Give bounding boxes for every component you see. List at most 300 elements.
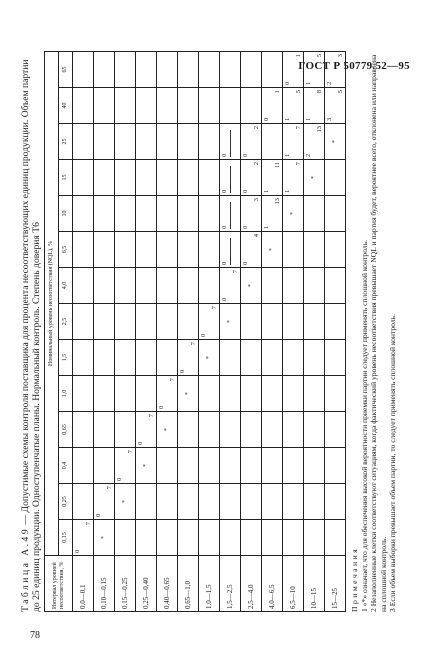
table-cell	[283, 520, 304, 556]
table-cell	[136, 484, 157, 520]
table-cell	[325, 484, 346, 520]
table-cell	[157, 88, 178, 124]
row-label: 15—25	[325, 556, 346, 612]
table-head-row-1	[45, 51, 59, 611]
table-cell	[220, 232, 241, 268]
table-cell	[220, 340, 241, 376]
table-cell	[325, 88, 346, 124]
acceptance-number: 1	[305, 117, 313, 121]
notes-heading: Примечания	[350, 546, 360, 612]
acceptance-number: 0	[137, 441, 145, 445]
column-header: 0,15	[59, 520, 73, 556]
full-inspection-mark: *	[310, 176, 318, 180]
sample-size: 5	[295, 90, 303, 94]
table-cell	[178, 124, 199, 160]
table-cell	[115, 88, 136, 124]
acceptance-number: 1	[284, 117, 292, 121]
table-cell	[73, 448, 94, 484]
full-inspection-mark: *	[226, 320, 234, 324]
table-cell	[262, 88, 283, 124]
table-cell	[325, 376, 346, 412]
table-cell	[73, 232, 94, 268]
table-row	[115, 51, 136, 611]
table-cell	[304, 340, 325, 376]
table-cell	[241, 340, 262, 376]
table-cell	[262, 412, 283, 448]
column-header: 65	[59, 51, 73, 87]
table-row	[178, 51, 199, 611]
table-cell	[94, 232, 115, 268]
table-cell	[115, 232, 136, 268]
acceptance-number: 0	[158, 405, 166, 409]
table-cell	[283, 340, 304, 376]
table-cell	[304, 412, 325, 448]
table-cell	[94, 340, 115, 376]
table-cell	[157, 51, 178, 87]
table-cell	[178, 520, 199, 556]
table-cell	[241, 124, 262, 160]
column-header: 25	[59, 124, 73, 160]
table-cell	[325, 232, 346, 268]
acceptance-number: 0	[284, 81, 292, 85]
table-row	[157, 51, 178, 611]
table-cell	[136, 448, 157, 484]
table-cell	[262, 268, 283, 304]
table-cell	[304, 160, 325, 196]
table-cell	[325, 51, 346, 87]
sample-size: 7	[148, 414, 156, 418]
full-inspection-mark: *	[163, 428, 171, 432]
full-inspection-mark: *	[205, 356, 213, 360]
rotated-content	[20, 52, 416, 612]
table-cell	[94, 412, 115, 448]
sample-size: 7	[232, 270, 240, 274]
table-cell	[283, 124, 304, 160]
table-cell	[283, 448, 304, 484]
row-label: 4,0—6,5	[262, 556, 283, 612]
table-cell	[73, 520, 94, 556]
table-cell	[199, 520, 220, 556]
table-cell	[325, 268, 346, 304]
table-cell	[262, 520, 283, 556]
full-inspection-mark: *	[289, 212, 297, 216]
table-cell	[178, 88, 199, 124]
table-cell	[262, 304, 283, 340]
table-cell	[325, 304, 346, 340]
table-cell	[325, 160, 346, 196]
table-cell	[241, 160, 262, 196]
acceptance-number: 0	[221, 261, 229, 265]
acceptance-number: 0	[242, 261, 250, 265]
column-header: 2,5	[59, 304, 73, 340]
table-cell	[73, 304, 94, 340]
table-cell	[115, 376, 136, 412]
table-cell	[73, 268, 94, 304]
sample-size: 7	[295, 126, 303, 130]
table-cell	[115, 196, 136, 232]
acceptance-number: 1	[284, 153, 292, 157]
table-cell	[304, 88, 325, 124]
down-arrow-icon	[230, 238, 231, 265]
table-cell	[283, 160, 304, 196]
table-row	[262, 51, 283, 611]
group-header: Номинальный уровень несоответствия (NQL), %	[45, 51, 59, 555]
table-cell	[178, 196, 199, 232]
table-cell	[325, 196, 346, 232]
table-cell	[94, 268, 115, 304]
table-cell	[178, 268, 199, 304]
table-caption-label: Таблица А.49	[20, 526, 31, 612]
sample-size: 5	[337, 90, 345, 94]
table-cell	[241, 304, 262, 340]
table-cell	[178, 340, 199, 376]
table-cell	[94, 448, 115, 484]
acceptance-number: 0	[116, 477, 124, 481]
table-cell	[136, 196, 157, 232]
table-cell	[178, 304, 199, 340]
table-cell	[94, 51, 115, 87]
table-row	[73, 51, 94, 611]
table-cell	[283, 376, 304, 412]
acceptance-number: 2	[305, 153, 313, 157]
full-inspection-mark: *	[247, 284, 255, 288]
table-cell	[157, 484, 178, 520]
table-cell	[157, 160, 178, 196]
table-row	[136, 51, 157, 611]
table-cell	[325, 340, 346, 376]
table-cell	[241, 484, 262, 520]
table-cell	[262, 232, 283, 268]
table-cell	[73, 88, 94, 124]
table-cell	[241, 520, 262, 556]
row-label: 0,25—0,40	[136, 556, 157, 612]
sample-size: 2	[253, 126, 261, 130]
table-cell	[178, 160, 199, 196]
table-cell	[220, 376, 241, 412]
row-label: 6,5—10	[283, 556, 304, 612]
table-cell	[325, 124, 346, 160]
table-cell	[157, 376, 178, 412]
table-cell	[199, 304, 220, 340]
table-cell	[262, 124, 283, 160]
table-row	[325, 51, 346, 611]
sample-size: 7	[169, 378, 177, 382]
acceptance-number: 1	[263, 189, 271, 193]
acceptance-number: 0	[74, 549, 82, 553]
table-cell	[220, 51, 241, 87]
table-cell	[283, 88, 304, 124]
table-cell	[115, 340, 136, 376]
table-cell	[262, 448, 283, 484]
table-cell	[262, 340, 283, 376]
full-inspection-mark: *	[100, 536, 108, 540]
table-row	[199, 51, 220, 611]
table-row	[220, 51, 241, 611]
table-cell	[283, 196, 304, 232]
table-cell	[241, 448, 262, 484]
full-inspection-mark: *	[142, 464, 150, 468]
table-cell	[283, 232, 304, 268]
row-label: 0,0—0,1	[73, 556, 94, 612]
page-number: 78	[30, 630, 40, 641]
row-label: 1,0—1,5	[199, 556, 220, 612]
row-label: 0,15—0,25	[115, 556, 136, 612]
acceptance-number: 0	[95, 513, 103, 517]
sample-size: 2	[253, 162, 261, 166]
table-cell	[262, 51, 283, 87]
table-cell	[136, 412, 157, 448]
table-cell	[94, 304, 115, 340]
acceptance-number: 0	[179, 369, 187, 373]
table-cell	[136, 304, 157, 340]
table-cell	[115, 51, 136, 87]
sample-size: 3	[253, 198, 261, 202]
table-cell	[157, 412, 178, 448]
table-cell	[199, 412, 220, 448]
table-cell	[304, 232, 325, 268]
table-cell	[94, 376, 115, 412]
table-cell	[115, 304, 136, 340]
table-cell	[283, 268, 304, 304]
table-row	[304, 51, 325, 611]
standard-header: ГОСТ Р 50779.52—95	[298, 60, 410, 72]
sample-size: 7	[127, 450, 135, 454]
table-cell	[304, 448, 325, 484]
table-cell	[325, 520, 346, 556]
table-cell	[220, 304, 241, 340]
column-header: 0,25	[59, 484, 73, 520]
acceptance-number: 3	[326, 117, 334, 121]
table-cell	[157, 268, 178, 304]
table-cell	[136, 268, 157, 304]
sample-size: 8	[316, 90, 324, 94]
corner-header: Интервал уровней несоответствия, %	[45, 556, 73, 612]
table-cell	[199, 340, 220, 376]
table-cell	[157, 232, 178, 268]
table-cell	[262, 196, 283, 232]
table-cell	[262, 160, 283, 196]
acceptance-number: 0	[242, 153, 250, 157]
table-cell	[178, 376, 199, 412]
sample-size: 7	[211, 306, 219, 310]
row-label: 0,65—1,0	[178, 556, 199, 612]
sample-size: 11	[274, 162, 282, 169]
notes-block	[350, 52, 398, 612]
table-cell	[241, 196, 262, 232]
table-cell	[136, 340, 157, 376]
table-cell	[199, 51, 220, 87]
table-cell	[199, 88, 220, 124]
table-cell	[199, 268, 220, 304]
note-2: 2 Незаполненные клетки соответствуют ситуациям, когда фактический уровень несоответствия превышает NQL и партия будет, вероятнее всего, отклонена или направлена на сплошной контроль.	[369, 54, 388, 612]
table-cell	[136, 124, 157, 160]
full-inspection-mark: *	[184, 392, 192, 396]
table-cell	[220, 484, 241, 520]
row-label: 0,10—0,15	[94, 556, 115, 612]
acceptance-number: 0	[221, 189, 229, 193]
acceptance-number: 0	[221, 225, 229, 229]
acceptance-number: 0	[242, 189, 250, 193]
table-cell	[94, 520, 115, 556]
row-label: 1,5—2,5	[220, 556, 241, 612]
table-cell	[136, 51, 157, 87]
column-header: 6,5	[59, 232, 73, 268]
acceptance-table	[44, 51, 346, 612]
table-cell	[73, 340, 94, 376]
table-cell	[199, 124, 220, 160]
table-cell	[325, 412, 346, 448]
column-header: 4,0	[59, 268, 73, 304]
table-cell	[157, 124, 178, 160]
table-cell	[220, 196, 241, 232]
table-cell	[220, 448, 241, 484]
row-label: 2,5—4,0	[241, 556, 262, 612]
table-cell	[115, 484, 136, 520]
table-cell	[199, 160, 220, 196]
table-cell	[115, 520, 136, 556]
table-cell	[241, 376, 262, 412]
table-cell	[94, 88, 115, 124]
table-cell	[304, 196, 325, 232]
table-cell	[220, 412, 241, 448]
acceptance-number: 1	[263, 225, 271, 229]
table-row	[94, 51, 115, 611]
table-cell	[241, 412, 262, 448]
column-header: 0,65	[59, 412, 73, 448]
table-caption-text: — Допустимые схемы контроля поставщика для процента несоответствующих единиц продукции. Объем партии до 25 единиц продукции. Одноступенчатые планы. Нормальный контроль. Степень доверия Т6	[20, 59, 43, 612]
table-cell	[199, 232, 220, 268]
column-header: 1,0	[59, 376, 73, 412]
down-arrow-icon	[230, 166, 231, 193]
table-cell	[115, 412, 136, 448]
sample-size: 7	[295, 162, 303, 166]
note-3: 3 Если объем выборки превышает объем партии, то следует применять сплошной контроль.	[388, 313, 398, 612]
table-cell	[157, 448, 178, 484]
sample-size: 13	[316, 126, 324, 133]
table-cell	[178, 448, 199, 484]
table-cell	[157, 520, 178, 556]
sample-size: 3	[337, 53, 345, 58]
table-cell	[136, 520, 157, 556]
table-cell	[115, 448, 136, 484]
table-cell	[199, 484, 220, 520]
full-inspection-mark: *	[121, 500, 129, 504]
table-cell	[199, 376, 220, 412]
column-header: 15	[59, 160, 73, 196]
table-row	[283, 51, 304, 611]
acceptance-number: 0	[221, 297, 229, 301]
table-body	[73, 51, 346, 611]
table-cell	[73, 160, 94, 196]
table-cell	[73, 124, 94, 160]
table-cell	[73, 484, 94, 520]
table-cell	[136, 160, 157, 196]
table-cell	[241, 268, 262, 304]
acceptance-number: 0	[263, 117, 271, 121]
table-cell	[283, 412, 304, 448]
sample-size: 7	[106, 486, 114, 490]
table-cell	[283, 484, 304, 520]
full-inspection-mark: *	[331, 140, 339, 144]
sample-size: 1	[274, 90, 282, 94]
table-cell	[220, 520, 241, 556]
table-cell	[136, 232, 157, 268]
table-cell	[73, 412, 94, 448]
column-header: 0,4	[59, 448, 73, 484]
full-inspection-mark: *	[268, 248, 276, 252]
column-header: 1,5	[59, 340, 73, 376]
acceptance-number: 2	[326, 81, 334, 85]
table-cell	[178, 232, 199, 268]
table-cell	[157, 340, 178, 376]
table-cell	[73, 51, 94, 87]
table-cell	[220, 268, 241, 304]
table-cell	[304, 520, 325, 556]
sample-size: 5	[316, 53, 324, 58]
sample-size: 4	[253, 234, 261, 238]
table-cell	[115, 124, 136, 160]
table-cell	[178, 412, 199, 448]
down-arrow-icon	[230, 202, 231, 229]
table-cell	[262, 376, 283, 412]
acceptance-number: 1	[284, 189, 292, 193]
table-cell	[304, 268, 325, 304]
table-cell	[241, 88, 262, 124]
acceptance-number: 0	[221, 153, 229, 157]
table-cell	[199, 448, 220, 484]
table-cell	[157, 304, 178, 340]
down-arrow-icon	[230, 130, 231, 157]
table-cell	[304, 484, 325, 520]
table-cell	[94, 124, 115, 160]
sample-size: 7	[85, 522, 93, 526]
row-label: 0,40—0,65	[157, 556, 178, 612]
table-cell	[304, 124, 325, 160]
table-cell	[304, 304, 325, 340]
acceptance-number: 0	[242, 225, 250, 229]
row-label: 10—15	[304, 556, 325, 612]
table-cell	[241, 51, 262, 87]
table-cell	[199, 196, 220, 232]
table-cell	[157, 196, 178, 232]
table-head-row-2	[59, 51, 73, 611]
table-cell	[220, 124, 241, 160]
note-1: 1 «*» означает, что для обеспечения высокой вероятности приемки партии следует применять сплошной контроль.	[359, 239, 369, 612]
column-header: 40	[59, 88, 73, 124]
table-cell	[73, 376, 94, 412]
table-row	[241, 51, 262, 611]
table-cell	[94, 484, 115, 520]
table-cell	[178, 51, 199, 87]
sample-size: 1	[295, 53, 303, 58]
acceptance-number: 0	[200, 333, 208, 337]
table-cell	[304, 376, 325, 412]
table-cell	[325, 448, 346, 484]
sample-size: 7	[190, 342, 198, 346]
table-cell	[262, 484, 283, 520]
table-cell	[136, 88, 157, 124]
table-cell	[115, 268, 136, 304]
table-cell	[304, 51, 325, 87]
table-cell	[73, 196, 94, 232]
table-cell	[115, 160, 136, 196]
table-cell	[94, 160, 115, 196]
table-cell	[178, 484, 199, 520]
table-cell	[283, 51, 304, 87]
table-cell	[94, 196, 115, 232]
table-cell	[220, 88, 241, 124]
table-cell	[220, 160, 241, 196]
